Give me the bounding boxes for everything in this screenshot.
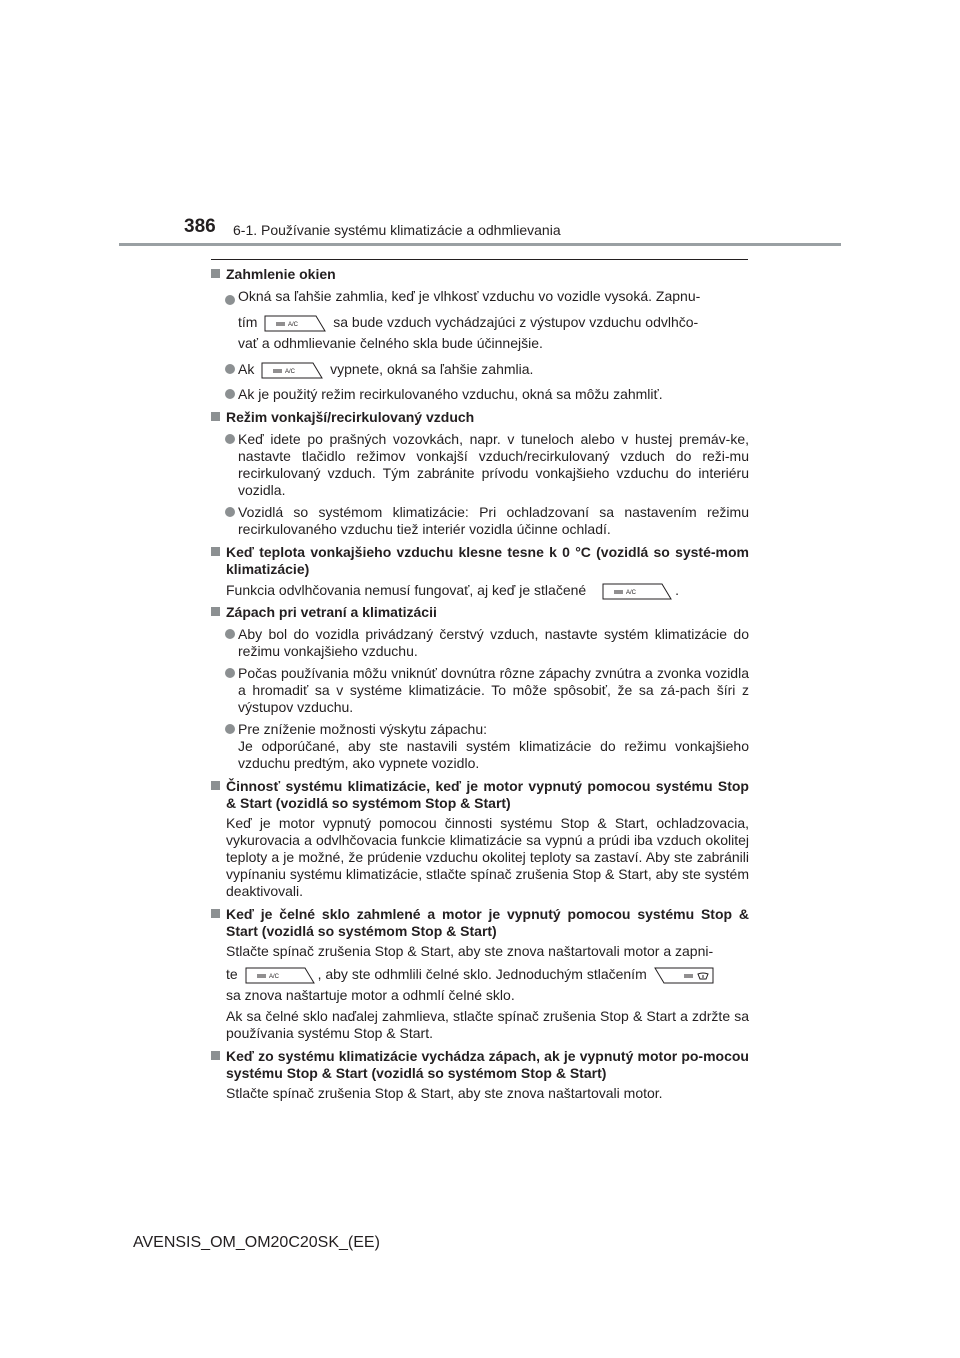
- section-heading-air-mode: [211, 409, 749, 426]
- list-item: [211, 665, 749, 716]
- round-bullet-icon: [225, 434, 235, 444]
- list-item: [211, 356, 749, 382]
- list-item-text: sa bude vzduch vychádzajúci z výstupov vzduchu odvlhčo-: [333, 314, 699, 330]
- section-title: Zahmlenie okien: [226, 266, 336, 282]
- list-item-text: Ak: [238, 361, 255, 377]
- paragraph-text: .: [675, 582, 679, 598]
- paragraph-text: Stlačte spínač zrušenia Stop & Start, aby ste znova naštartovali motor a zapni-: [226, 943, 714, 959]
- paragraph-text: Ak sa čelné sklo naďalej zahmlieva, stlačte spínač zrušenia Stop & Start a zdržte sa používania systému Stop & Start.: [226, 1008, 749, 1041]
- ac-button-icon: [261, 362, 323, 379]
- list-item-text: Počas používania môžu vniknúť dovnútra rôzne zápachy zvnútra a zvonka vozidla a hromadiť sa v systéme klimatizácie. To môže spôsobiť, že sa zá-pach šíri z výstupov vzduchu.: [238, 665, 749, 715]
- header-divider: [119, 243, 841, 246]
- square-bullet-icon: [211, 1051, 220, 1060]
- section-heading-stop-start: [211, 778, 749, 812]
- list-item-text: vypnete, okná sa ľahšie zahmlia.: [330, 361, 534, 377]
- list-item: [211, 504, 749, 538]
- round-bullet-icon: [225, 507, 235, 517]
- square-bullet-icon: [211, 412, 220, 421]
- ac-button-icon: [264, 315, 326, 332]
- paragraph-text: Stlačte spínač zrušenia Stop & Start, aby ste znova naštartovali motor.: [226, 1085, 663, 1101]
- page-number: 386: [184, 216, 216, 237]
- ac-button-icon: [245, 967, 315, 984]
- list-item: [211, 288, 749, 352]
- section-heading-odor-stop-start: [211, 1048, 749, 1082]
- paragraph-text: sa znova naštartuje motor a odhmlí čelné sklo.: [226, 987, 515, 1003]
- section-title: Činnosť systému klimatizácie, keď je motor vypnutý pomocou systému Stop & Start (vozidlá so systémom Stop & Start): [226, 778, 749, 811]
- round-bullet-icon: [225, 295, 235, 305]
- paragraph: [211, 815, 749, 900]
- list-item-text: Okná sa ľahšie zahmlia, keď je vlhkosť vzduchu vo vozidle vysoká. Zapnu-: [238, 288, 701, 304]
- list-item-text: tím: [238, 314, 258, 330]
- round-bullet-icon: [225, 364, 235, 374]
- list-item: [211, 386, 749, 403]
- paragraph-text: Funkcia odvlhčovania nemusí fungovať, aj keď je stlačené: [226, 582, 587, 598]
- list-item-text: Ak je použitý režim recirkulovaného vzduchu, okná sa môžu zahmliť.: [238, 386, 663, 402]
- list-item-text: Je odporúčané, aby ste nastavili systém klimatizácie do režimu vonkajšieho vzduchu predtým, ako vypnete vozidlo.: [238, 738, 749, 771]
- square-bullet-icon: [211, 547, 220, 556]
- paragraph: [211, 1085, 749, 1102]
- section-title: Keď zo systému klimatizácie vychádza zápach, ak je vypnutý motor po-mocou systému Stop & Start (vozidlá so systémom Stop & Start): [226, 1048, 749, 1081]
- paragraph-text: te: [226, 966, 238, 982]
- ac-button-label: A/C: [626, 589, 637, 596]
- list-item-text: Pre zníženie možnosti výskytu zápachu:: [238, 721, 488, 737]
- paragraph: [211, 1008, 749, 1042]
- list-item-text: Keď idete po prašných vozovkách, napr. v tuneloch alebo v hustej premáv-ke, nastavte tlačidlo režimov vonkajší vzduch/recirkulovaný vzduch do reži-mu recirkulovaný vzduch. Tým zabránite prívodu vonkajšieho vzduchu do interiéru vozidla.: [238, 431, 749, 498]
- paragraph-text: Keď je motor vypnutý pomocou činnosti systému Stop & Start, ochladzovacia, vykurovacia a odvlhčovacia funkcie klimatizácie sa vypnú a prúdi iba vzduch okolitej teploty a je možné, že prúdenie vzduchu okolitej teploty sa zastaví. Aby ste zabránili vypínaniu systému klimatizácie, stlačte spínač zrušenia Stop & Start, aby ste systém deaktivovali.: [226, 815, 749, 899]
- ac-button-icon: [602, 583, 672, 600]
- square-bullet-icon: [211, 909, 220, 918]
- content-top-divider: [211, 259, 748, 260]
- square-bullet-icon: [211, 607, 220, 616]
- content-area: [211, 266, 749, 1102]
- square-bullet-icon: [211, 781, 220, 790]
- section-title: Keď je čelné sklo zahmlené a motor je vypnutý pomocou systému Stop & Start (vozidlá so systémom Stop & Start): [226, 906, 749, 939]
- section-heading-windshield: [211, 906, 749, 940]
- section-title: Zápach pri vetraní a klimatizácii: [226, 604, 437, 620]
- round-bullet-icon: [225, 668, 235, 678]
- ac-button-label: A/C: [268, 973, 279, 980]
- list-item: [211, 626, 749, 660]
- chapter-title: 6-1. Používanie systému klimatizácie a odhmlievania: [233, 222, 561, 238]
- section-heading-odor: [211, 604, 749, 621]
- section-title: Režim vonkajší/recirkulovaný vzduch: [226, 409, 475, 425]
- list-item-text: Aby bol do vozidla privádzaný čerstvý vzduch, nastavte systém klimatizácie do režimu vonkajšieho vzduchu.: [238, 626, 749, 659]
- section-heading-low-temp: [211, 544, 749, 578]
- section-heading-fogging: [211, 266, 749, 283]
- round-bullet-icon: [225, 724, 235, 734]
- list-item-text: Vozidlá so systémom klimatizácie: Pri ochladzovaní sa nastavením režimu recirkulovaného vzduchu tiež interiér vozidla účinne ochladí.: [238, 504, 749, 537]
- ac-button-label: A/C: [288, 321, 299, 328]
- list-item-text: vať a odhmlievanie čelného skla bude účinnejšie.: [238, 335, 543, 351]
- paragraph-text: , aby ste odhmlili čelné sklo. Jednoduchým stlačením: [317, 966, 647, 982]
- windshield-defogger-button-icon: [654, 967, 714, 984]
- list-item: [211, 431, 749, 499]
- paragraph: [211, 578, 749, 602]
- document-code: AVENSIS_OM_OM20C20SK_(EE): [133, 1234, 380, 1251]
- round-bullet-icon: [225, 389, 235, 399]
- ac-button-label: A/C: [285, 368, 296, 375]
- paragraph: [211, 943, 749, 1004]
- section-title: Keď teplota vonkajšieho vzduchu klesne tesne k 0 °C (vozidlá so systé-mom klimatizácie): [226, 544, 749, 577]
- round-bullet-icon: [225, 629, 235, 639]
- list-item: [211, 721, 749, 772]
- square-bullet-icon: [211, 269, 220, 278]
